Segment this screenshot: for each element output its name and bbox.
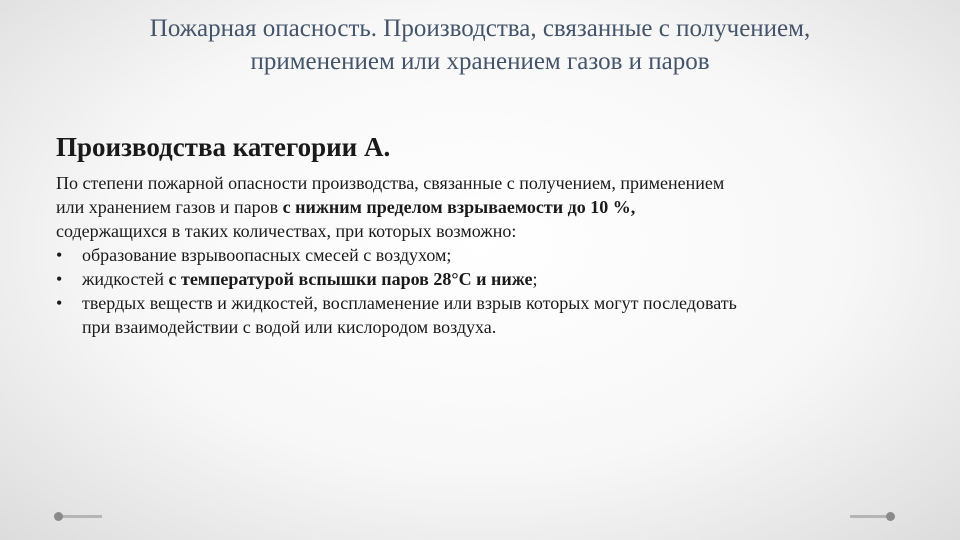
flash-point-emphasis: с температурой вспышки паров 28°С и ниже xyxy=(168,269,533,289)
explosion-limit-emphasis: с нижним пределом взрываемости до 10 %, xyxy=(282,197,636,217)
ornament-dot xyxy=(54,512,63,521)
ornament-bar xyxy=(850,515,890,518)
slide-title-line-2: применением или хранением газов и паров xyxy=(250,48,710,75)
bullet-icon: • xyxy=(56,245,63,265)
bullet-item-1 xyxy=(56,243,916,267)
bullet-item-3 xyxy=(56,291,916,339)
bullet-item-1-text: образование взрывоопасных смесей с воздухом; xyxy=(82,245,452,265)
corner-ornament-left-icon xyxy=(54,510,114,524)
corner-ornament-right-icon xyxy=(850,510,910,524)
bullet-icon: • xyxy=(56,293,63,313)
bullet-item-2-text: жидкостей xyxy=(82,269,169,289)
body-text xyxy=(56,171,916,339)
slide-title xyxy=(40,12,920,78)
bullet-item-2-end: ; xyxy=(532,269,538,289)
paragraph-line-1: По степени пожарной опасности производства, связанные с получением, применением xyxy=(56,173,725,193)
section-heading: Производства категории А. xyxy=(56,132,391,162)
ornament-dot xyxy=(886,512,895,521)
paragraph-line-3: содержащихся в таких количествах, при которых возможно: xyxy=(56,221,517,241)
slide-title-line-1: Пожарная опасность. Производства, связанные с получением, xyxy=(149,15,811,42)
bullet-icon: • xyxy=(56,269,63,289)
bullet-item-2 xyxy=(56,267,916,291)
bullet-item-3-line-2: при взаимодействии с водой или кислородом воздуха. xyxy=(82,317,497,337)
paragraph-line-2-text: или хранением газов и паров xyxy=(56,197,283,217)
paragraph-line-2 xyxy=(56,195,916,219)
bullet-item-3-line-1: твердых веществ и жидкостей, воспламенение или взрыв которых могут последовать xyxy=(82,293,737,313)
ornament-bar xyxy=(62,515,102,518)
